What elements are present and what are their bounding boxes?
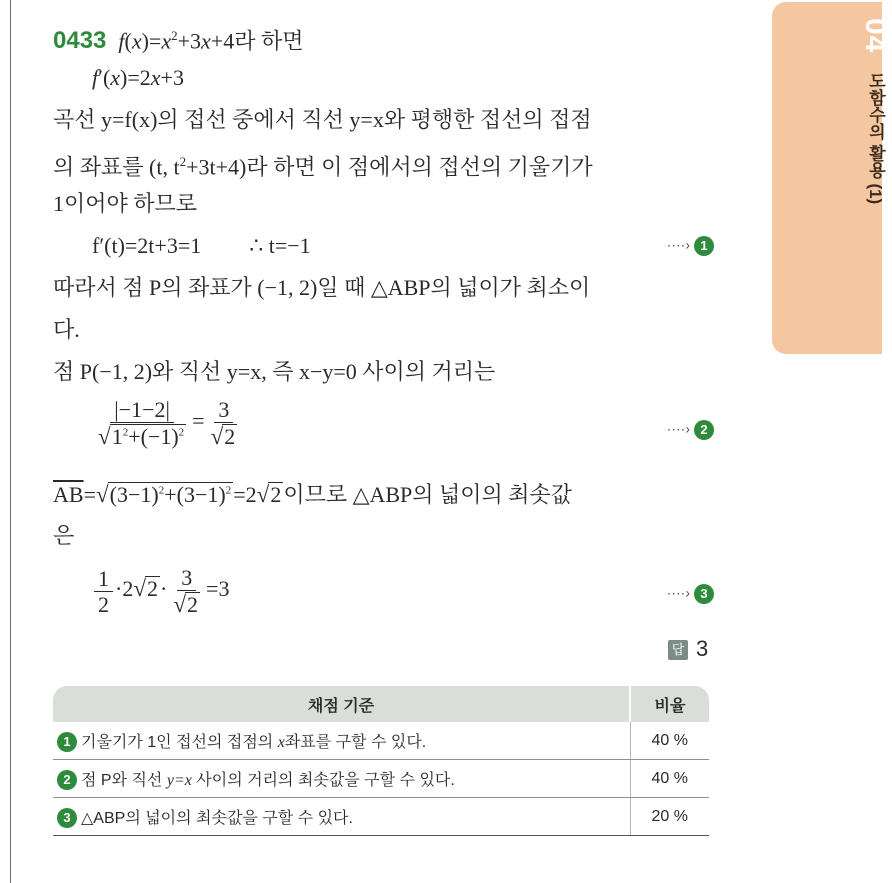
- chapter-title: 도함수의 활용 (1): [866, 71, 885, 205]
- problem-intro-text: 라 하면: [234, 28, 304, 54]
- step-marker-2: ····› 2: [667, 420, 714, 440]
- criteria-1-badge: 1: [57, 732, 77, 752]
- scoring-table: [53, 686, 709, 836]
- table-row: 3 △ABP의 넓이의 최솟값을 구할 수 있다. 20 %: [53, 798, 709, 836]
- header-ratio: 비율: [630, 686, 709, 722]
- criteria-3-badge: 3: [57, 808, 77, 828]
- step-marker-1: ····› 1: [667, 236, 714, 256]
- text-line-12: 은: [53, 523, 75, 548]
- equation-step-1: f′(t)=2t+3=1 ∴ t=−1: [92, 233, 311, 258]
- header-criteria: 채점 기준: [53, 686, 630, 722]
- text-line-7: 따라서 점 P의 좌표가 (−1, 2)일 때 △ABP의 넓이가 최소이: [53, 275, 591, 300]
- step-2-badge: 2: [694, 420, 714, 440]
- derivative-line: f′(x)=2x+3: [92, 65, 184, 90]
- answer-value: 3: [696, 636, 709, 661]
- text-line-4: 의 좌표를 (t, $t^2+3t+4$)라 하면 이 점에서의 접선의 기울기가: [53, 154, 593, 180]
- text-line-3: 곡선 y=f(x)의 접선 중에서 직선 y=x와 평행한 접선의 접점: [53, 107, 592, 132]
- segment-ab-line: $\overline{AB}=√(3-1)^2+(3-1)^2=2√2$이므로 △ABP의 넓이의 최솟값: [53, 481, 573, 507]
- step-1-badge: 1: [694, 236, 714, 256]
- ratio-cell: 40 %: [630, 722, 709, 760]
- distance-formula: $\frac{|-1-2|}{√1^2+(-1)^2}$ = $\frac{3}{√2}$: [98, 397, 236, 450]
- ratio-cell: 40 %: [630, 760, 709, 798]
- table-row: 2 점 P와 직선 y=x 사이의 거리의 최솟값을 구할 수 있다. 40 %: [53, 760, 709, 798]
- problem-number: 0433: [53, 27, 107, 55]
- area-formula: $\frac{1}{2}$ ·2√2· $\frac{3}{√2}$ =3: [92, 566, 229, 616]
- page-left-border: [10, 0, 11, 883]
- step-marker-3: ····› 3: [667, 584, 714, 604]
- ratio-cell: 20 %: [630, 798, 709, 836]
- chapter-number: 04: [859, 18, 892, 54]
- table-row: 1 기울기가 1인 접선의 접점의 x좌표를 구할 수 있다. 40 %: [53, 722, 709, 760]
- text-line-9: 점 P(−1, 2)와 직선 y=x, 즉 x−y=0 사이의 거리는: [53, 359, 496, 384]
- answer-label-icon: 답: [668, 640, 688, 660]
- problem-header: 0433 $f(x)=x^2+3x+4$라 하면: [53, 27, 304, 55]
- step-3-badge: 3: [694, 584, 714, 604]
- text-line-5: 1이어야 하므로: [53, 191, 198, 216]
- text-line-8: 다.: [53, 317, 80, 342]
- criteria-2-badge: 2: [57, 770, 77, 790]
- chapter-side-tab: [772, 2, 892, 354]
- answer: [668, 636, 708, 662]
